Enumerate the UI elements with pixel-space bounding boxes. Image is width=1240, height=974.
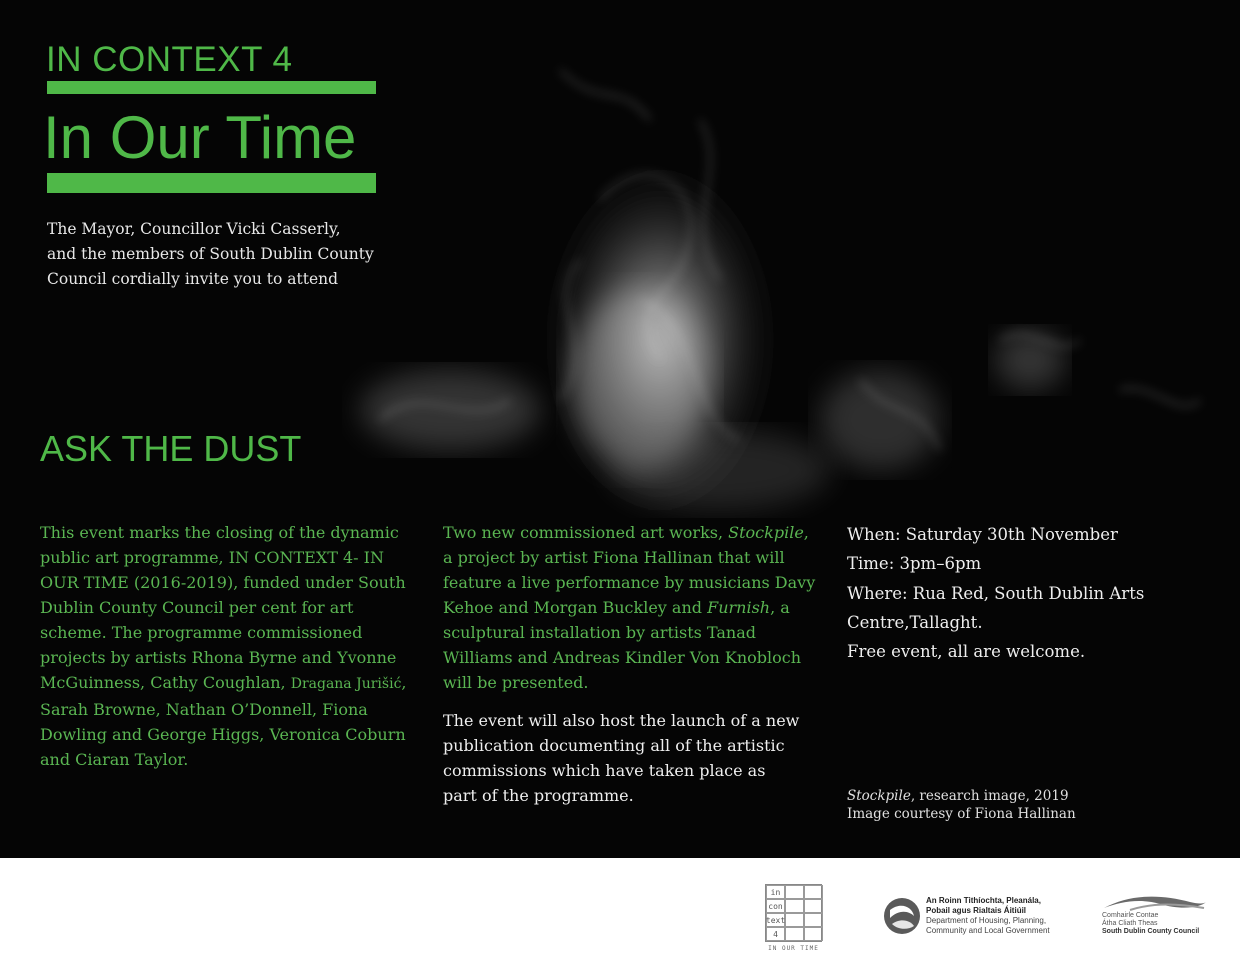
council-line: Comhairle Contae <box>1102 912 1159 919</box>
programme-text-cont: , Sarah Browne, Nathan O’Donnell, Fiona Dowling and George Higgs, Veronica Coburn and Ciaran Taylor. <box>40 673 407 769</box>
council-logo <box>1100 894 1210 938</box>
logo-caption: IN OUR TIME <box>768 945 819 952</box>
invitation-line: The Mayor, Councillor Vicki Casserly, <box>47 220 341 238</box>
event-time: Time: 3pm–6pm <box>847 554 982 574</box>
logo-cell <box>804 899 823 913</box>
event-details <box>847 520 1177 666</box>
logo-cell <box>785 885 804 899</box>
credit-courtesy: Image courtesy of Fiona Hallinan <box>847 806 1076 822</box>
credit-caption: , research image, 2019 <box>910 788 1069 804</box>
logo-cell <box>785 927 804 941</box>
series-title: IN CONTEXT 4 <box>46 40 293 79</box>
dept-line: An Roinn Tithíochta, Pleanála, <box>926 896 1041 905</box>
event-where-cont: Centre,Tallaght. <box>847 612 983 632</box>
logo-cell: 4 <box>766 927 785 941</box>
event-heading: ASK THE DUST <box>40 428 302 469</box>
event-when: When: Saturday 30th November <box>847 525 1118 544</box>
council-name <box>1102 912 1199 936</box>
publication-launch-text: The event will also host the launch of a new publication documenting all of the artistic commissions which have taken place as part of the programme. <box>443 711 800 805</box>
logo-cell <box>804 927 823 941</box>
main-title: In Our Time <box>43 104 357 171</box>
commissions-text: Two new commissioned art works, <box>443 523 729 542</box>
logo-cell <box>785 913 804 927</box>
footer-logos <box>0 858 1240 974</box>
work-title-stockpile: Stockpile <box>728 523 804 542</box>
programme-description <box>40 520 425 772</box>
in-context-logo <box>765 884 822 952</box>
title-rule-bottom <box>47 173 376 193</box>
council-line: South Dublin County Council <box>1102 928 1200 935</box>
logo-cell <box>804 913 823 927</box>
commissions-text-end: , a sculptural installation by artists Tanad Williams and Andreas Kindler Von Knobloch will be presented. <box>443 598 802 692</box>
title-rule-top <box>47 81 376 94</box>
commissions-text-cont: , a project by artist Fiona Hallinan that will feature a live performance by musicians Davy Kehoe and Morgan Buckley and <box>443 523 816 617</box>
dept-line: Pobail agus Rialtais Áitiúil <box>926 906 1027 915</box>
event-free: Free event, all are welcome. <box>847 642 1086 662</box>
logo-cell: text <box>766 913 785 927</box>
programme-text: This event marks the closing of the dynamic public art programme, IN CONTEXT 4- IN OUR TIME (2016-2019), funded under South Dublin County Council per cent for art scheme. The programme commissioned projects by artists Rhona Byrne and Yvonne McGuinness, Cathy Coughlan, <box>40 523 406 692</box>
logo-cell: con <box>766 899 785 913</box>
department-emblem-icon <box>882 896 922 936</box>
council-line: Átha Cliath Theas <box>1102 920 1158 927</box>
image-credit <box>847 787 1076 823</box>
department-logo <box>882 896 1052 938</box>
department-name <box>926 896 1050 936</box>
credit-title: Stockpile <box>847 788 911 804</box>
work-title-furnish: Furnish <box>707 598 771 617</box>
artist-name: Dragana Jurišić <box>290 676 402 692</box>
event-where: Where: Rua Red, South Dublin Arts <box>847 583 1145 603</box>
logo-cell <box>785 899 804 913</box>
dept-line: Community and Local Government <box>926 926 1050 935</box>
logo-cell <box>804 885 823 899</box>
invitation-line: Council cordially invite you to attend <box>47 270 339 288</box>
invitation-text <box>47 217 377 292</box>
council-wave-icon <box>1100 894 1210 914</box>
dept-line: Department of Housing, Planning, <box>926 916 1047 925</box>
invitation-line: and the members of South Dublin County <box>47 245 374 263</box>
commissions-description <box>443 520 818 695</box>
logo-cell: in <box>766 885 785 899</box>
